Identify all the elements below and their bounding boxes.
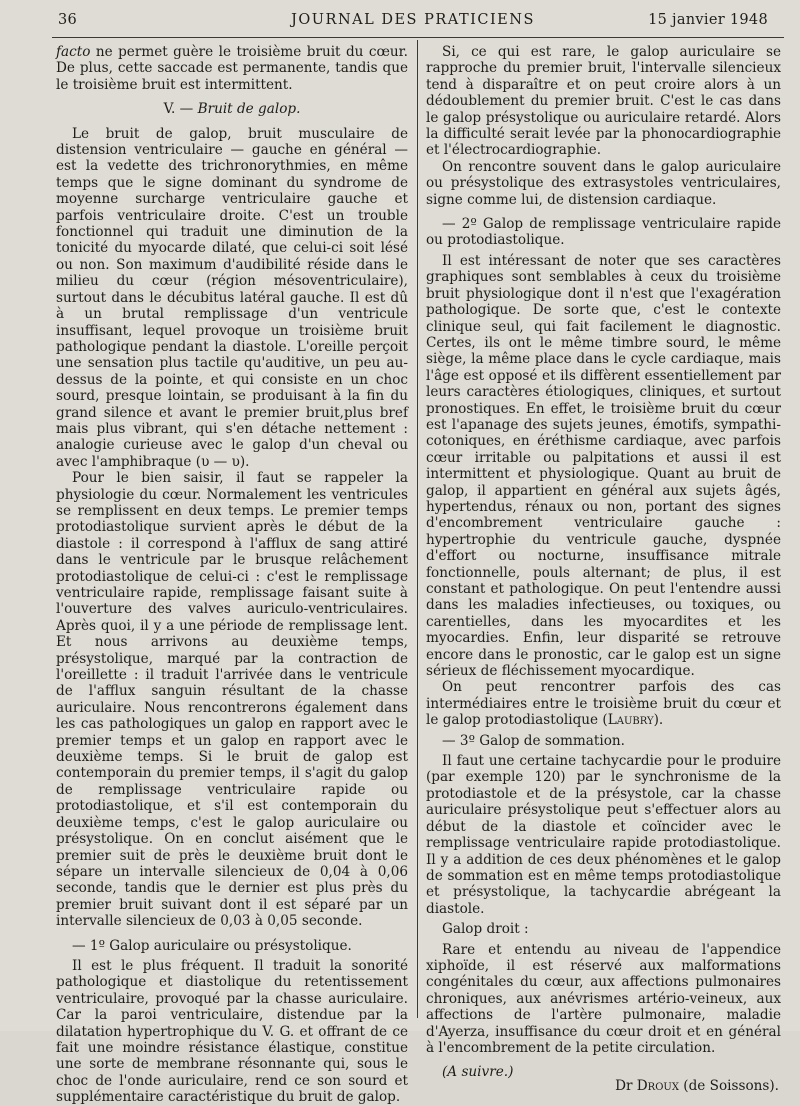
column-divider [417, 40, 418, 1018]
section-heading: V. — Bruit de galop. [163, 101, 301, 118]
issue-date: 15 janvier 1948 [648, 12, 768, 28]
paragraph: Il est intéressant de noter que ses caractères graphiques sont semblables à ceux du troisième bruit physiologique dont il n'est que l'exagération pathologique. De sorte que, c'est le contexte clinique seul, qui fait facilement le diagnostic. Certes, ils ont le même timbre sourd, le même siège, la même place dans le cycle cardiaque, mais l'âge est opposé et ils diffèrent essentiellement par leurs caractères étiologiques, cliniques, et surtout pronostiques. En effet, le troisième bruit du cœur est l'apanage des sujets jeunes, émotifs, sympathi-cotoniques, en éréthisme cardiaque, avec parfois cœur irritable ou palpitations et aussi il est intermittent et physiologique. Quant au bruit de galop, il appartient en général aux sujets âgés, hypertendus, rénaux ou non, portant des signes d'encombrement ventriculaire gauche : hypertrophie du ventricule gauche, dyspnée d'effort ou nocturne, insuffisance mitrale fonctionnelle, pouls alternant; de plus, il est constant et pathologique. On peut l'entendre aussi dans les maladies infectieuses, ou toxiques, ou carentielles, dans les myocardites et les myocardies. Enfin, leur disparité se retrouve encore dans le pronostic, car le galop est un signe sérieux de fléchissement myocardique. [426, 252, 781, 680]
header-rule [52, 37, 784, 38]
journal-title: JOURNAL DES PRATICIENS [291, 12, 535, 28]
left-column [56, 44, 408, 1106]
author-signature: Dr Droux (de Soissons). [615, 1078, 779, 1095]
paragraph: Si, ce qui est rare, le galop auriculaire se rapproche du premier bruit, l'intervalle silencieux tend à disparaître et on peut croire alors à un dédoublement du premier bruit. C'est le cas dans le galop présystolique ou auriculaire retardé. Alors la difficulté serait levée par la phonocardiographie et l'électrocardiographie. [426, 44, 781, 159]
paragraph: Rare et entendu au niveau de l'appendice xiphoïde, il est réservé aux malformations congénitales du cœur, aux affections pulmonaires chroniques, aux anévrismes artério-veineux, aux affections de l'artère pulmonaire, maladie d'Ayerza, insuffisance du cœur droit et en général à l'encombrement de la petite circulation. [426, 941, 781, 1056]
closing-line [426, 1064, 781, 1095]
paragraph: Le bruit de galop, bruit musculaire de distension ventriculaire — gauche en général — est la vedette des trichronorythmies, en même temps que le signe dominant du syndrome de moyenne surcharge ventriculaire gauche et parfois ventriculaire droite. C'est un trouble fonctionnel qui traduit une diminution de la tonicité du myocarde dilaté, que celui-ci soit lésé ou non. Son maximum d'audibilité réside dans le milieu du cœur (région mésoventriculaire), surtout dans le décubitus latéral gauche. Il est dû à un brutal remplissage d'un ventricule insuffisant, lequel provoque un troisième bruit pathologique pendant la diastole. L'oreille perçoit une sensation plus tactile qu'auditive, un peu au-dessus de la pointe, et qui consiste en un choc sourd, presque lointain, se produisant à la fin du grand silence et avant le premier bruit,plus bref mais plus vibrant, qui s'en détache nettement : analogie curieuse avec le galop d'un cheval ou avec l'amphibraque (υ — υ). [56, 125, 408, 470]
subheading: — 1º Galop auriculaire ou présystolique. [72, 937, 352, 954]
right-column [426, 44, 781, 1095]
paragraph: Pour le bien saisir, il faut se rappeler la physiologie du cœur. Normalement les ventricules se remplissent en deux temps. Le premier temps protodiastolique survient après le début de la diastole : il correspond à l'afflux de sang attiré dans le ventricule par le brusque relâchement protodiastolique de celui-ci : c'est le remplissage ventriculaire rapide, remplissage faisant suite à l'ouverture des valves auriculo-ventriculaires. Après quoi, il y a une période de remplissage lent. Et nous arrivons au deuxième temps, présystolique, marqué par la contraction de l'oreillette : il traduit l'arrivée dans le ventricule de l'afflux sanguin résultant de la chasse auriculaire. Nous rencontrerons également dans les cas pathologiques un galop en rapport avec le premier temps et un galop en rapport avec le deuxième temps. Si le bruit de galop est contemporain du premier temps, il s'agit du galop de remplissage ventriculaire rapide ou protodiastolique, et s'il est contemporain du deuxième temps, c'est le galop auriculaire ou présystolique. On en conclut aisément que le premier suit de près le deuxième bruit dont le sépare un intervalle silencieux de 0,04 à 0,06 seconde, tandis que le dernier est plus près du premier bruit suivant dont il est séparé par un intervalle silencieux de 0,03 à 0,05 seconde. [56, 470, 408, 930]
page-number: 36 [58, 12, 78, 28]
subheading: — 2º Galop de remplissage ventriculaire rapide ou protodiastolique. [426, 216, 781, 249]
subheading: — 3º Galop de sommation. [442, 732, 625, 749]
paragraph: Il faut une certaine tachycardie pour le produire (par exemple 120) par le synchronisme de la protodiastole et de la présystole, car la chasse auriculaire présystolique peut s'effectuer alors au début de la diastole et coïncider avec le remplissage ventriculaire rapide protodiastolique. Il y a addition de ces deux phénomènes et le galop de sommation est en même temps protodiastolique et présystolique, la tachycardie abrégeant la diastole. [426, 753, 781, 917]
paragraph: Il est le plus fréquent. Il traduit la sonorité pathologique et diastolique du retentissement ventriculaire, provoqué par la chasse auriculaire. Car la paroi ventriculaire, distendue par la dilatation hypertrophique du V. G. et offrant de ce fait une moindre résistance élastique, constitue une sorte de membrane résonnante qui, sous le choc de l'onde auriculaire, rend ce son sourd et supplémentaire caractéristique du bruit de galop. [56, 957, 408, 1106]
to-be-continued: (A suivre.) [442, 1064, 514, 1081]
paragraph: On peut rencontrer parfois des cas intermédiaires entre le troisième bruit du cœur et le galop protodiastolique (Laubry). [426, 679, 781, 729]
paragraph: On rencontre souvent dans le galop auriculaire ou présystolique des extrasystoles ventriculaires, signe comme lui, de distension cardiaque. [426, 158, 781, 208]
paragraph-continuation: facto ne permet guère le troisième bruit du cœur. De plus, cette saccade est permanente, tandis que le troisième bruit est intermittent. [56, 44, 408, 93]
page-header [58, 12, 768, 34]
subheading: Galop droit : [442, 921, 529, 938]
